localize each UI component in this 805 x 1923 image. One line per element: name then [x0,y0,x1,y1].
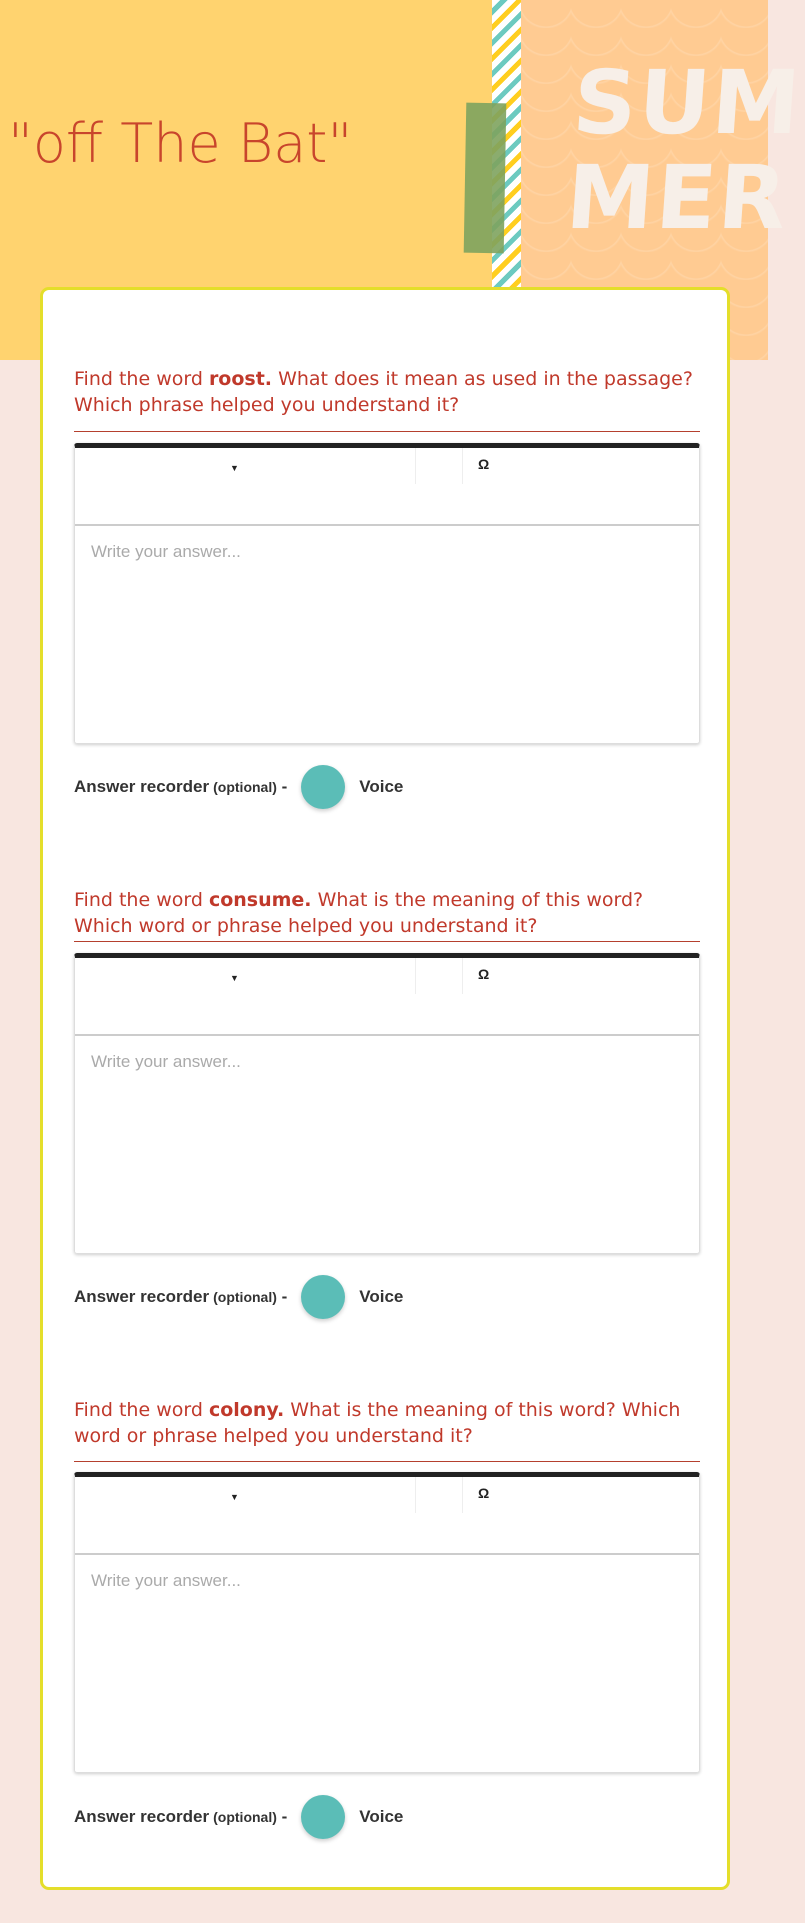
divider [74,941,700,942]
question-2: Find the word consume. What is the meaning of this word? Which word or phrase helped you understand it? [74,889,644,937]
answer-recorder: Answer recorder (optional) - Voice [74,1795,403,1839]
record-voice-button[interactable] [301,1795,345,1839]
summer-banner-text: SUM MER [563,51,805,249]
answer-recorder: Answer recorder (optional) - Voice [74,765,403,809]
page-title: "off The Bat" [8,112,353,175]
worksheet-card [40,287,730,1890]
divider [74,1461,700,1462]
record-voice-button[interactable] [301,1275,345,1319]
answer-input[interactable]: Write your answer... [91,1571,241,1590]
format-dropdown[interactable]: ▼ [230,463,239,473]
answer-recorder: Answer recorder (optional) - Voice [74,1275,403,1319]
editor-toolbar [75,448,699,526]
record-voice-button[interactable] [301,765,345,809]
question-1: Find the word roost. What does it mean as used in the passage? Which phrase helped you understand it? [74,368,693,416]
divider [74,431,700,432]
answer-input[interactable]: Write your answer... [91,1052,241,1071]
special-character-button[interactable]: Ω [478,966,490,982]
editor-toolbar [75,1477,699,1555]
washi-tape [464,103,507,254]
answer-editor-1 [74,443,700,744]
editor-toolbar [75,958,699,1036]
format-dropdown[interactable]: ▼ [230,1492,239,1502]
format-dropdown[interactable]: ▼ [230,973,239,983]
answer-editor-2 [74,953,700,1254]
special-character-button[interactable]: Ω [478,456,490,472]
special-character-button[interactable]: Ω [478,1485,490,1501]
question-3: Find the word colony. What is the meaning of this word? Which word or phrase helped you understand it? [74,1399,681,1447]
answer-editor-3 [74,1472,700,1773]
answer-input[interactable]: Write your answer... [91,542,241,561]
